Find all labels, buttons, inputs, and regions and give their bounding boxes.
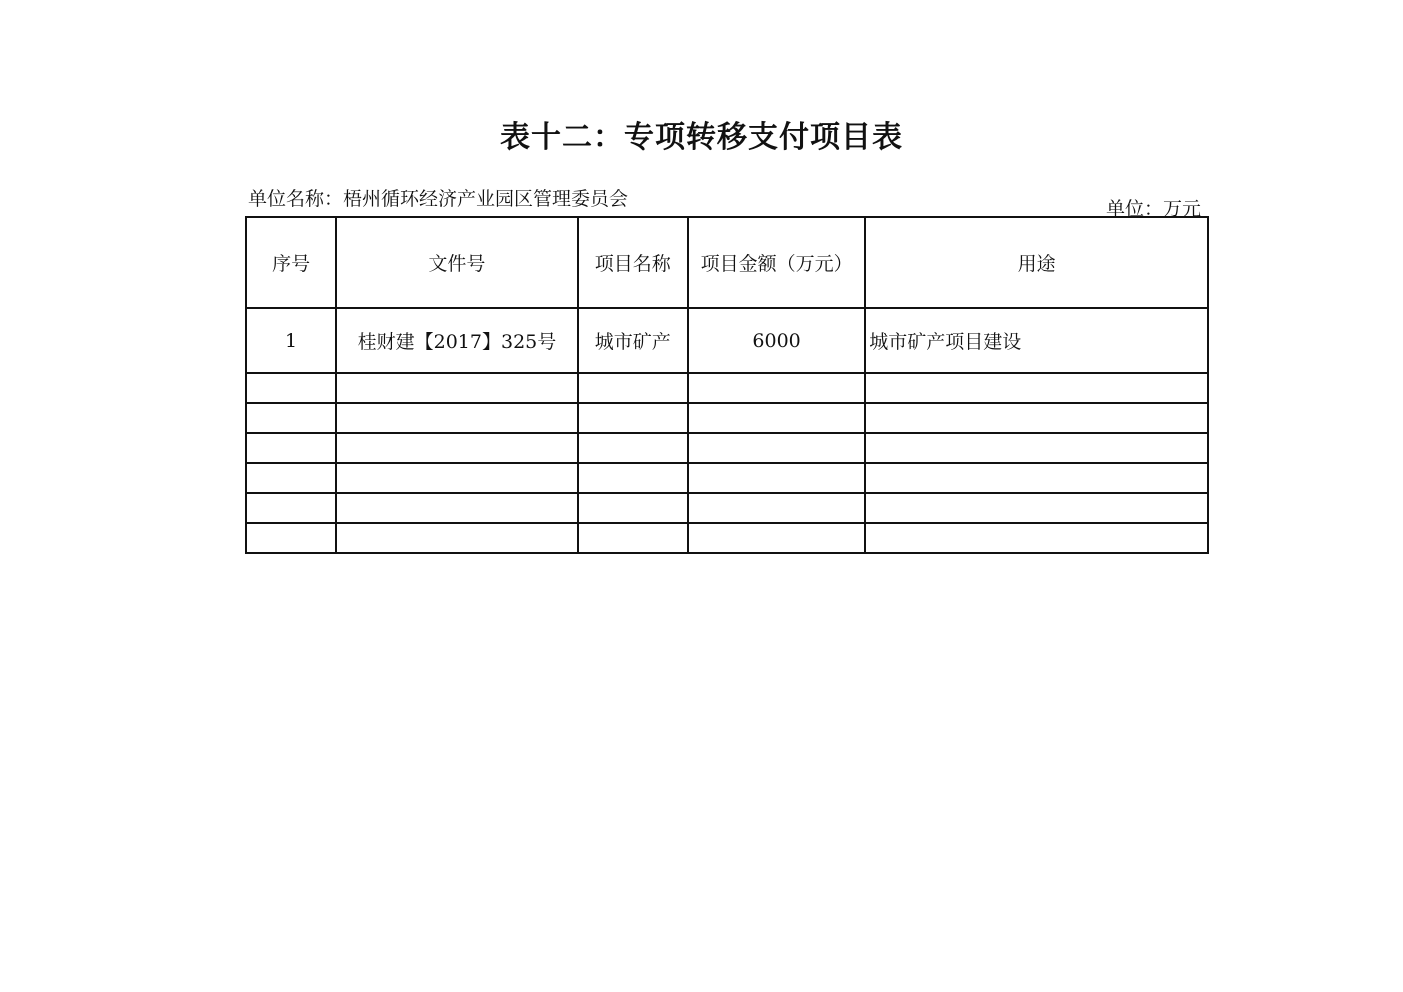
empty-cell	[336, 523, 578, 553]
cell-project-name: 城市矿产	[578, 308, 688, 373]
table-header-row	[246, 217, 1208, 308]
empty-cell	[865, 523, 1208, 553]
empty-cell	[865, 493, 1208, 523]
cell-purpose: 城市矿产项目建设	[865, 308, 1208, 373]
unit-name-label: 单位名称：梧州循环经济产业园区管理委员会	[248, 188, 629, 210]
header-cell-serial: 序号	[246, 217, 336, 308]
cell-document-number: 桂财建【2017】325号	[336, 308, 578, 373]
empty-cell	[688, 373, 865, 403]
empty-cell	[246, 493, 336, 523]
header-cell-project-name: 项目名称	[578, 217, 688, 308]
empty-cell	[246, 433, 336, 463]
empty-cell	[688, 403, 865, 433]
empty-cell	[578, 403, 688, 433]
empty-table-row	[246, 463, 1208, 493]
empty-cell	[578, 463, 688, 493]
empty-cell	[336, 433, 578, 463]
empty-cell	[246, 463, 336, 493]
empty-cell	[688, 493, 865, 523]
empty-cell	[865, 433, 1208, 463]
empty-cell	[688, 463, 865, 493]
unit-label: 单位：万元	[1106, 198, 1202, 220]
empty-cell	[336, 373, 578, 403]
empty-cell	[246, 373, 336, 403]
empty-cell	[865, 403, 1208, 433]
empty-cell	[865, 373, 1208, 403]
document-title: 表十二：专项转移支付项目表	[500, 120, 903, 155]
empty-cell	[578, 523, 688, 553]
empty-cell	[246, 403, 336, 433]
empty-cell	[336, 493, 578, 523]
empty-cell	[578, 433, 688, 463]
empty-table-row	[246, 433, 1208, 463]
empty-cell	[688, 433, 865, 463]
empty-cell	[578, 493, 688, 523]
header-cell-purpose: 用途	[865, 217, 1208, 308]
empty-cell	[336, 463, 578, 493]
empty-cell	[688, 523, 865, 553]
header-cell-project-amount: 项目金额（万元）	[688, 217, 865, 308]
cell-project-amount: 6000	[688, 308, 865, 373]
empty-table-row	[246, 403, 1208, 433]
empty-cell	[578, 373, 688, 403]
cell-serial: 1	[246, 308, 336, 373]
empty-cell	[336, 403, 578, 433]
table-row	[246, 308, 1208, 373]
header-cell-document-number: 文件号	[336, 217, 578, 308]
empty-cell	[865, 463, 1208, 493]
empty-table-row	[246, 523, 1208, 553]
transfer-payment-table	[245, 216, 1209, 554]
empty-table-row	[246, 373, 1208, 403]
empty-table-row	[246, 493, 1208, 523]
empty-cell	[246, 523, 336, 553]
